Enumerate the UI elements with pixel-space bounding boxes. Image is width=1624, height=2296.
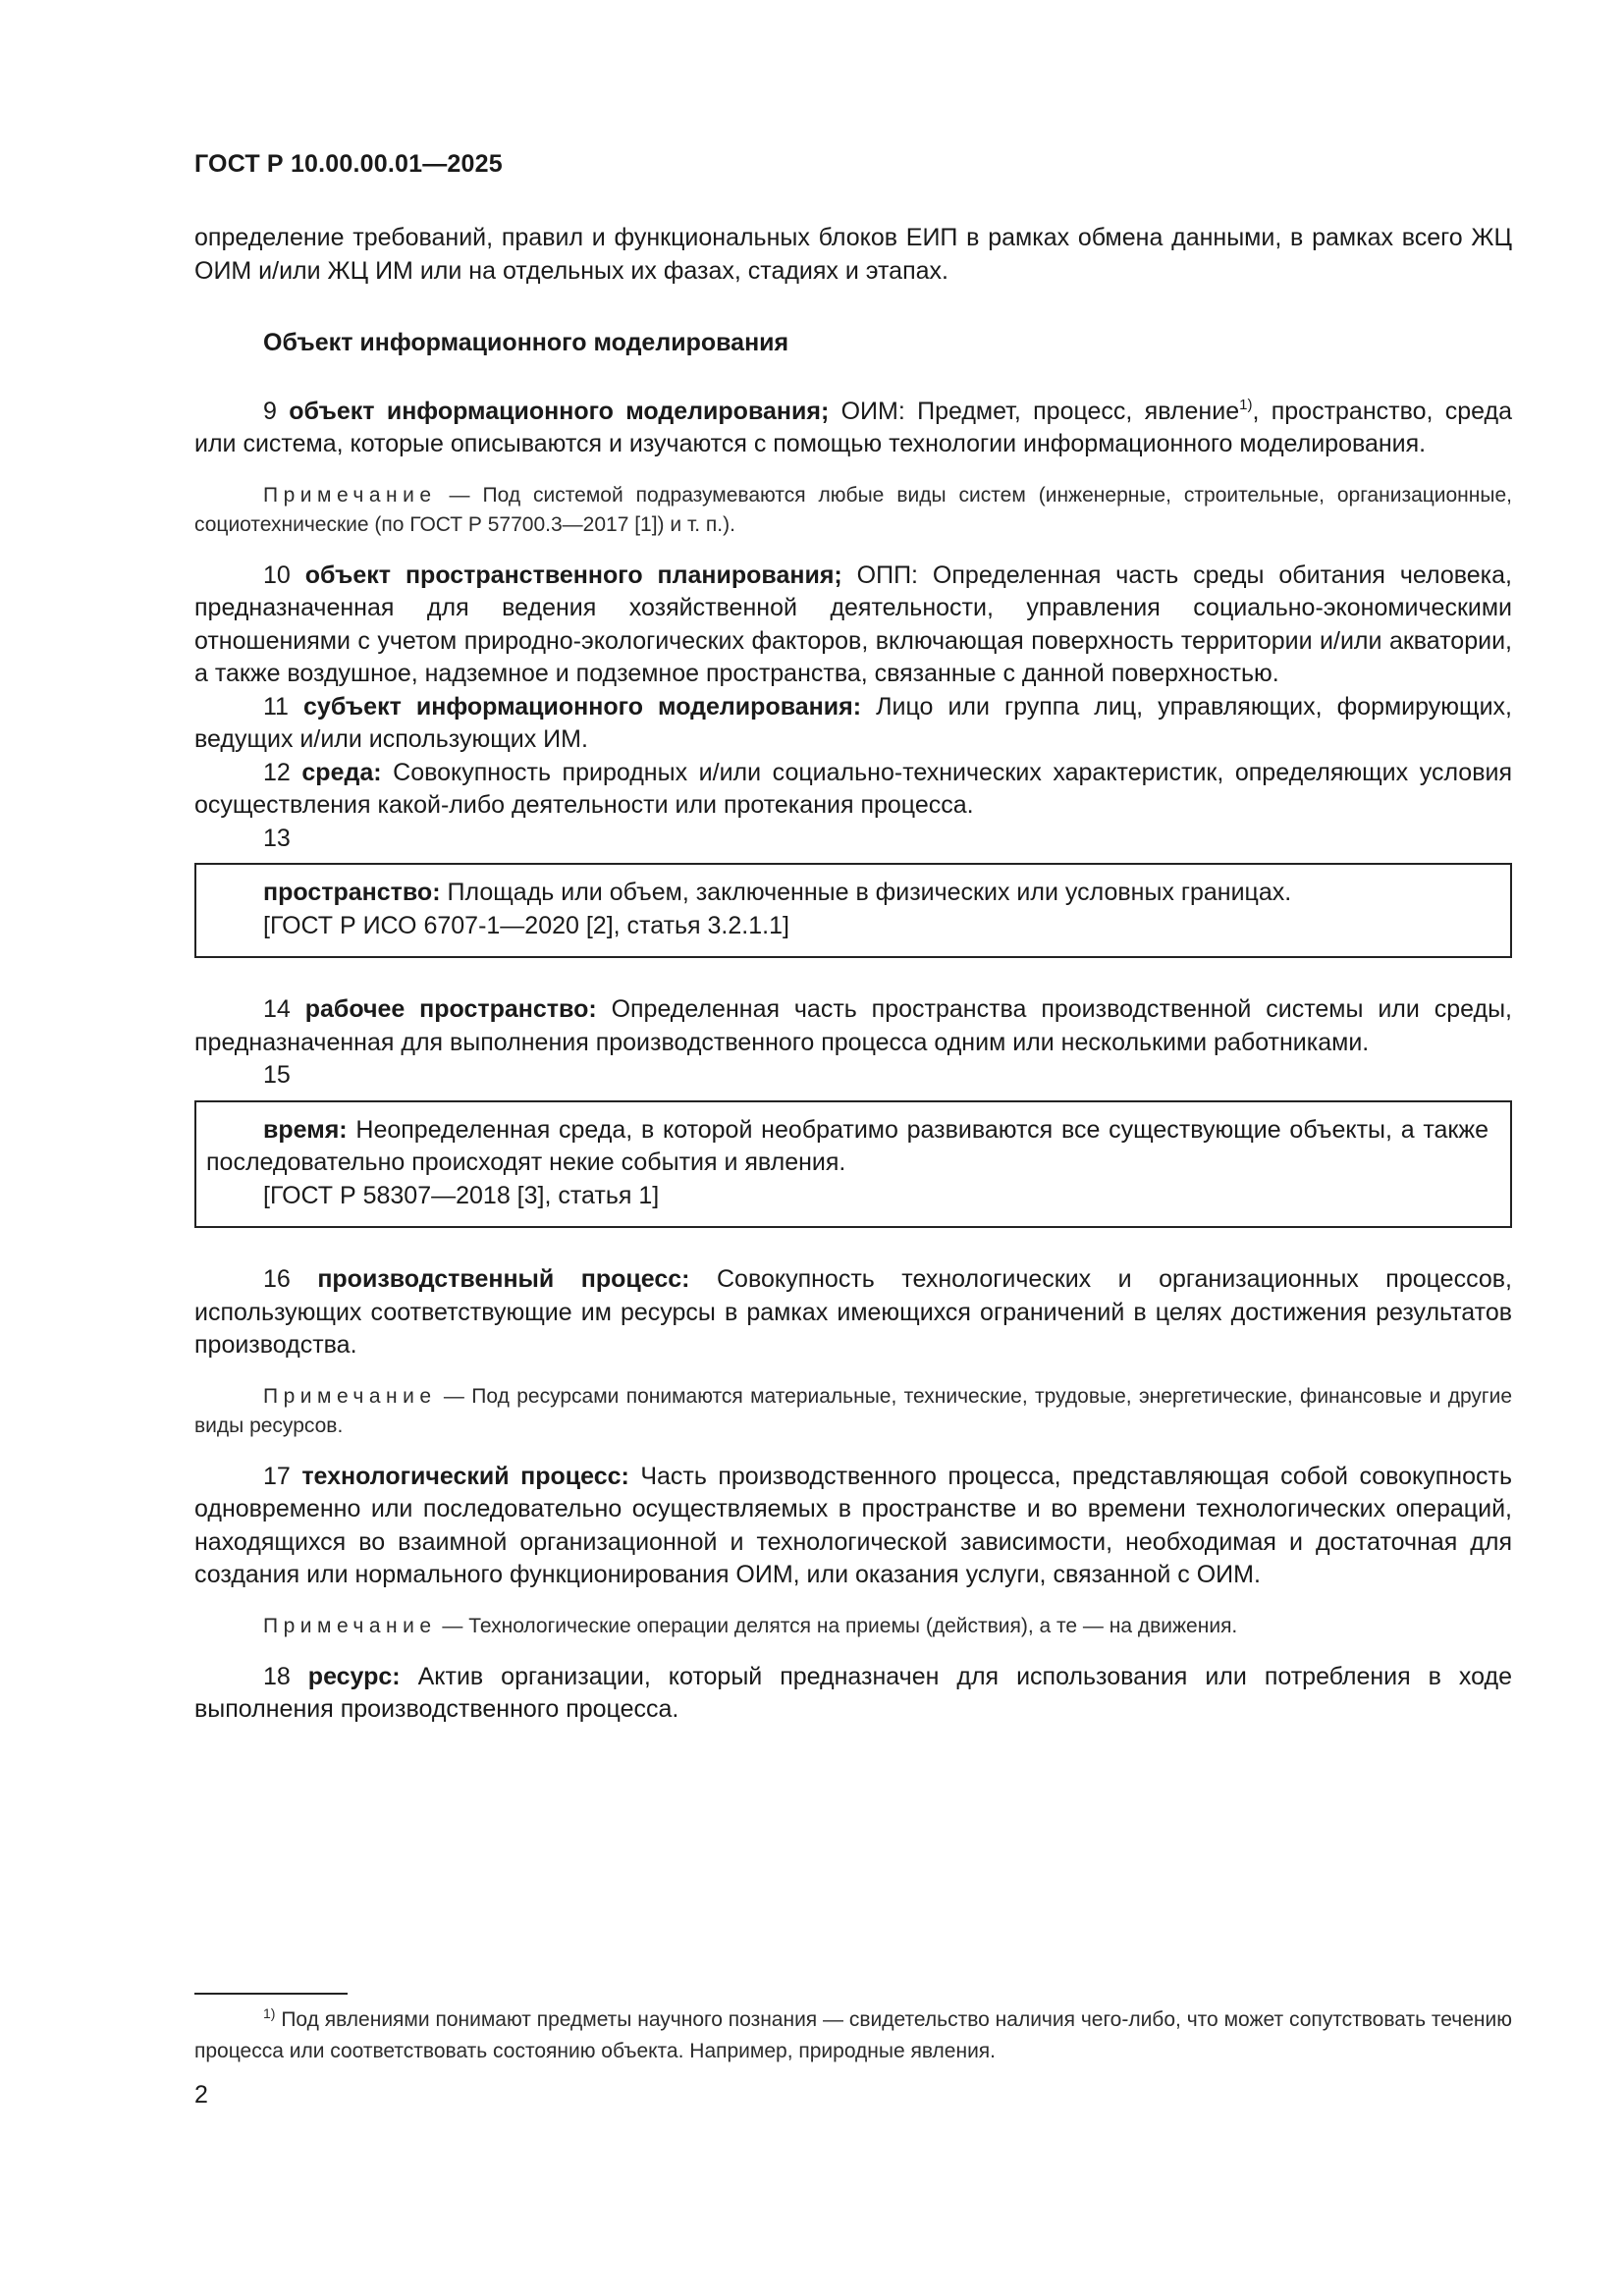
intro-paragraph: определение требований, правил и функциональных блоков ЕИП в рамках обмена данными, в рамках всего ЖЦ ОИМ и/или ЖЦ ИМ или на отдельных их фазах, стадиях и этапах. [194,224,1512,285]
page-number: 2 [194,2081,208,2109]
note-text: — Под ресурсами понимаются материальные, технические, трудовые, энергетические, финансовые и другие виды ресурсов. [194,1384,1512,1437]
term-name: среда: [301,758,382,786]
term-name: субъект информационного моделирования: [303,692,862,721]
term-definition: Часть производственного процесса, представляющая собой совокупность одновременно или последовательно осуществляемых в пространстве и во времени технологических операций, находящихся во взаимной организационной и технологической зависимости, необходимая и достаточная для создания или нормального функционирования ОИМ, или оказания услуги, связанной с ОИМ. [194,1462,1512,1588]
term-entry-16 [194,1263,1512,1362]
term-source: [ГОСТ Р 58307—2018 [3], статья 1] [263,1181,660,1209]
term-number-15: 15 [263,1061,291,1089]
footnote-ref[interactable]: 1) [1239,396,1253,413]
footnote-separator [194,1993,348,1995]
term-entry-11 [194,691,1512,757]
note-label: Примечание [263,1614,437,1637]
term-source: [ГОСТ Р ИСО 6707-1—2020 [2], статья 3.2.1.1] [263,911,789,939]
term-number-13: 13 [263,824,291,852]
term-definition: Совокупность природных и/или социально-технических характеристик, определяющих условия осуществления какой-либо деятельности или протекания процесса. [194,758,1512,819]
term-number: 17 [263,1462,291,1490]
term-entry-12 [194,757,1512,823]
term-name: рабочее пространство: [304,995,597,1023]
term-entry-18 [194,1661,1512,1727]
term-number: 14 [263,995,291,1023]
term-note-16 [194,1382,1512,1441]
term-definition: Актив организации, который предназначен для использования или потребления в ходе выполнения производственного процесса. [194,1662,1512,1723]
term-note-9 [194,481,1512,540]
term-number: 10 [263,561,291,589]
note-text: — Под системой подразумеваются любые виды систем (инженерные, строительные, организационные, социотехнические (по ГОСТ Р 57700.3—2017 [1]) и т. п.). [194,483,1512,536]
term-number: 16 [263,1265,291,1293]
term-name: объект пространственного планирования; [304,561,842,589]
note-label: Примечание [263,1384,437,1408]
term-name: объект информационного моделирования; [289,397,830,425]
term-number: 12 [263,758,291,786]
term-number: 9 [263,397,277,425]
term-box-13 [194,863,1512,958]
term-number: 18 [263,1662,291,1690]
footnote-text: Под явлениями понимают предметы научного познания — свидетельство наличия чего-либо, что может сопутствовать течению процесса или соответствовать состоянию объекта. Например, природные явления. [194,2008,1512,2062]
term-definition: ОПП: Определенная часть среды обитания человека, предназначенная для ведения хозяйственной деятельности, управления социально-экономическими отношениями с учетом природно-экологических факторов, включающая поверхность территории и/или акватории, а также воздушное, надземное и подземное пространства, связанные с данной поверхностью. [194,561,1512,687]
term-number: 11 [263,692,289,721]
term-entry-17 [194,1461,1512,1592]
document-header: ГОСТ Р 10.00.00.01—2025 [194,150,503,178]
term-name: ресурс: [307,1662,401,1690]
page-content [194,222,1512,1727]
term-name: технологический процесс: [301,1462,629,1490]
term-line [206,877,1489,910]
term-box-15 [194,1100,1512,1229]
term-entry-14 [194,993,1512,1059]
term-definition: Площадь или объем, заключенные в физических или условных границах. [440,879,1292,906]
term-definition: Неопределенная среда, в которой необратимо развиваются все существующие объекты, а также последовательно происходят некие события и явления. [206,1115,1489,1176]
term-definition: ОИМ: Предмет, процесс, явление [829,397,1240,425]
term-entry-9 [194,396,1512,461]
term-entry-10 [194,560,1512,691]
term-definition: Определенная часть пространства производственной системы или среды, предназначенная для выполнения производственного процесса одним или несколькими работниками. [194,995,1512,1056]
footnote [194,2004,1512,2067]
term-name: время: [263,1115,348,1144]
term-definition: Совокупность технологических и организационных процессов, использующих соответствующие им ресурсы в рамках имеющихся ограничений в целях достижения результатов производства. [194,1265,1512,1359]
term-note-17 [194,1612,1512,1641]
term-line [206,1114,1489,1180]
term-name: пространство: [263,879,441,906]
section-heading: Объект информационного моделирования [263,329,789,356]
footnote-mark: 1) [263,2005,276,2021]
term-definition-cont: , пространство, среда или система, которые описываются и изучаются с помощью технологии информационного моделирования. [194,397,1512,457]
note-label: Примечание [263,483,437,507]
term-name: производственный процесс: [317,1265,690,1293]
term-definition: Лицо или группа лиц, управляющих, формирующих, ведущих и/или использующих ИМ. [194,692,1512,753]
note-text: — Технологические операции делятся на приемы (действия), а те — на движения. [436,1614,1238,1637]
